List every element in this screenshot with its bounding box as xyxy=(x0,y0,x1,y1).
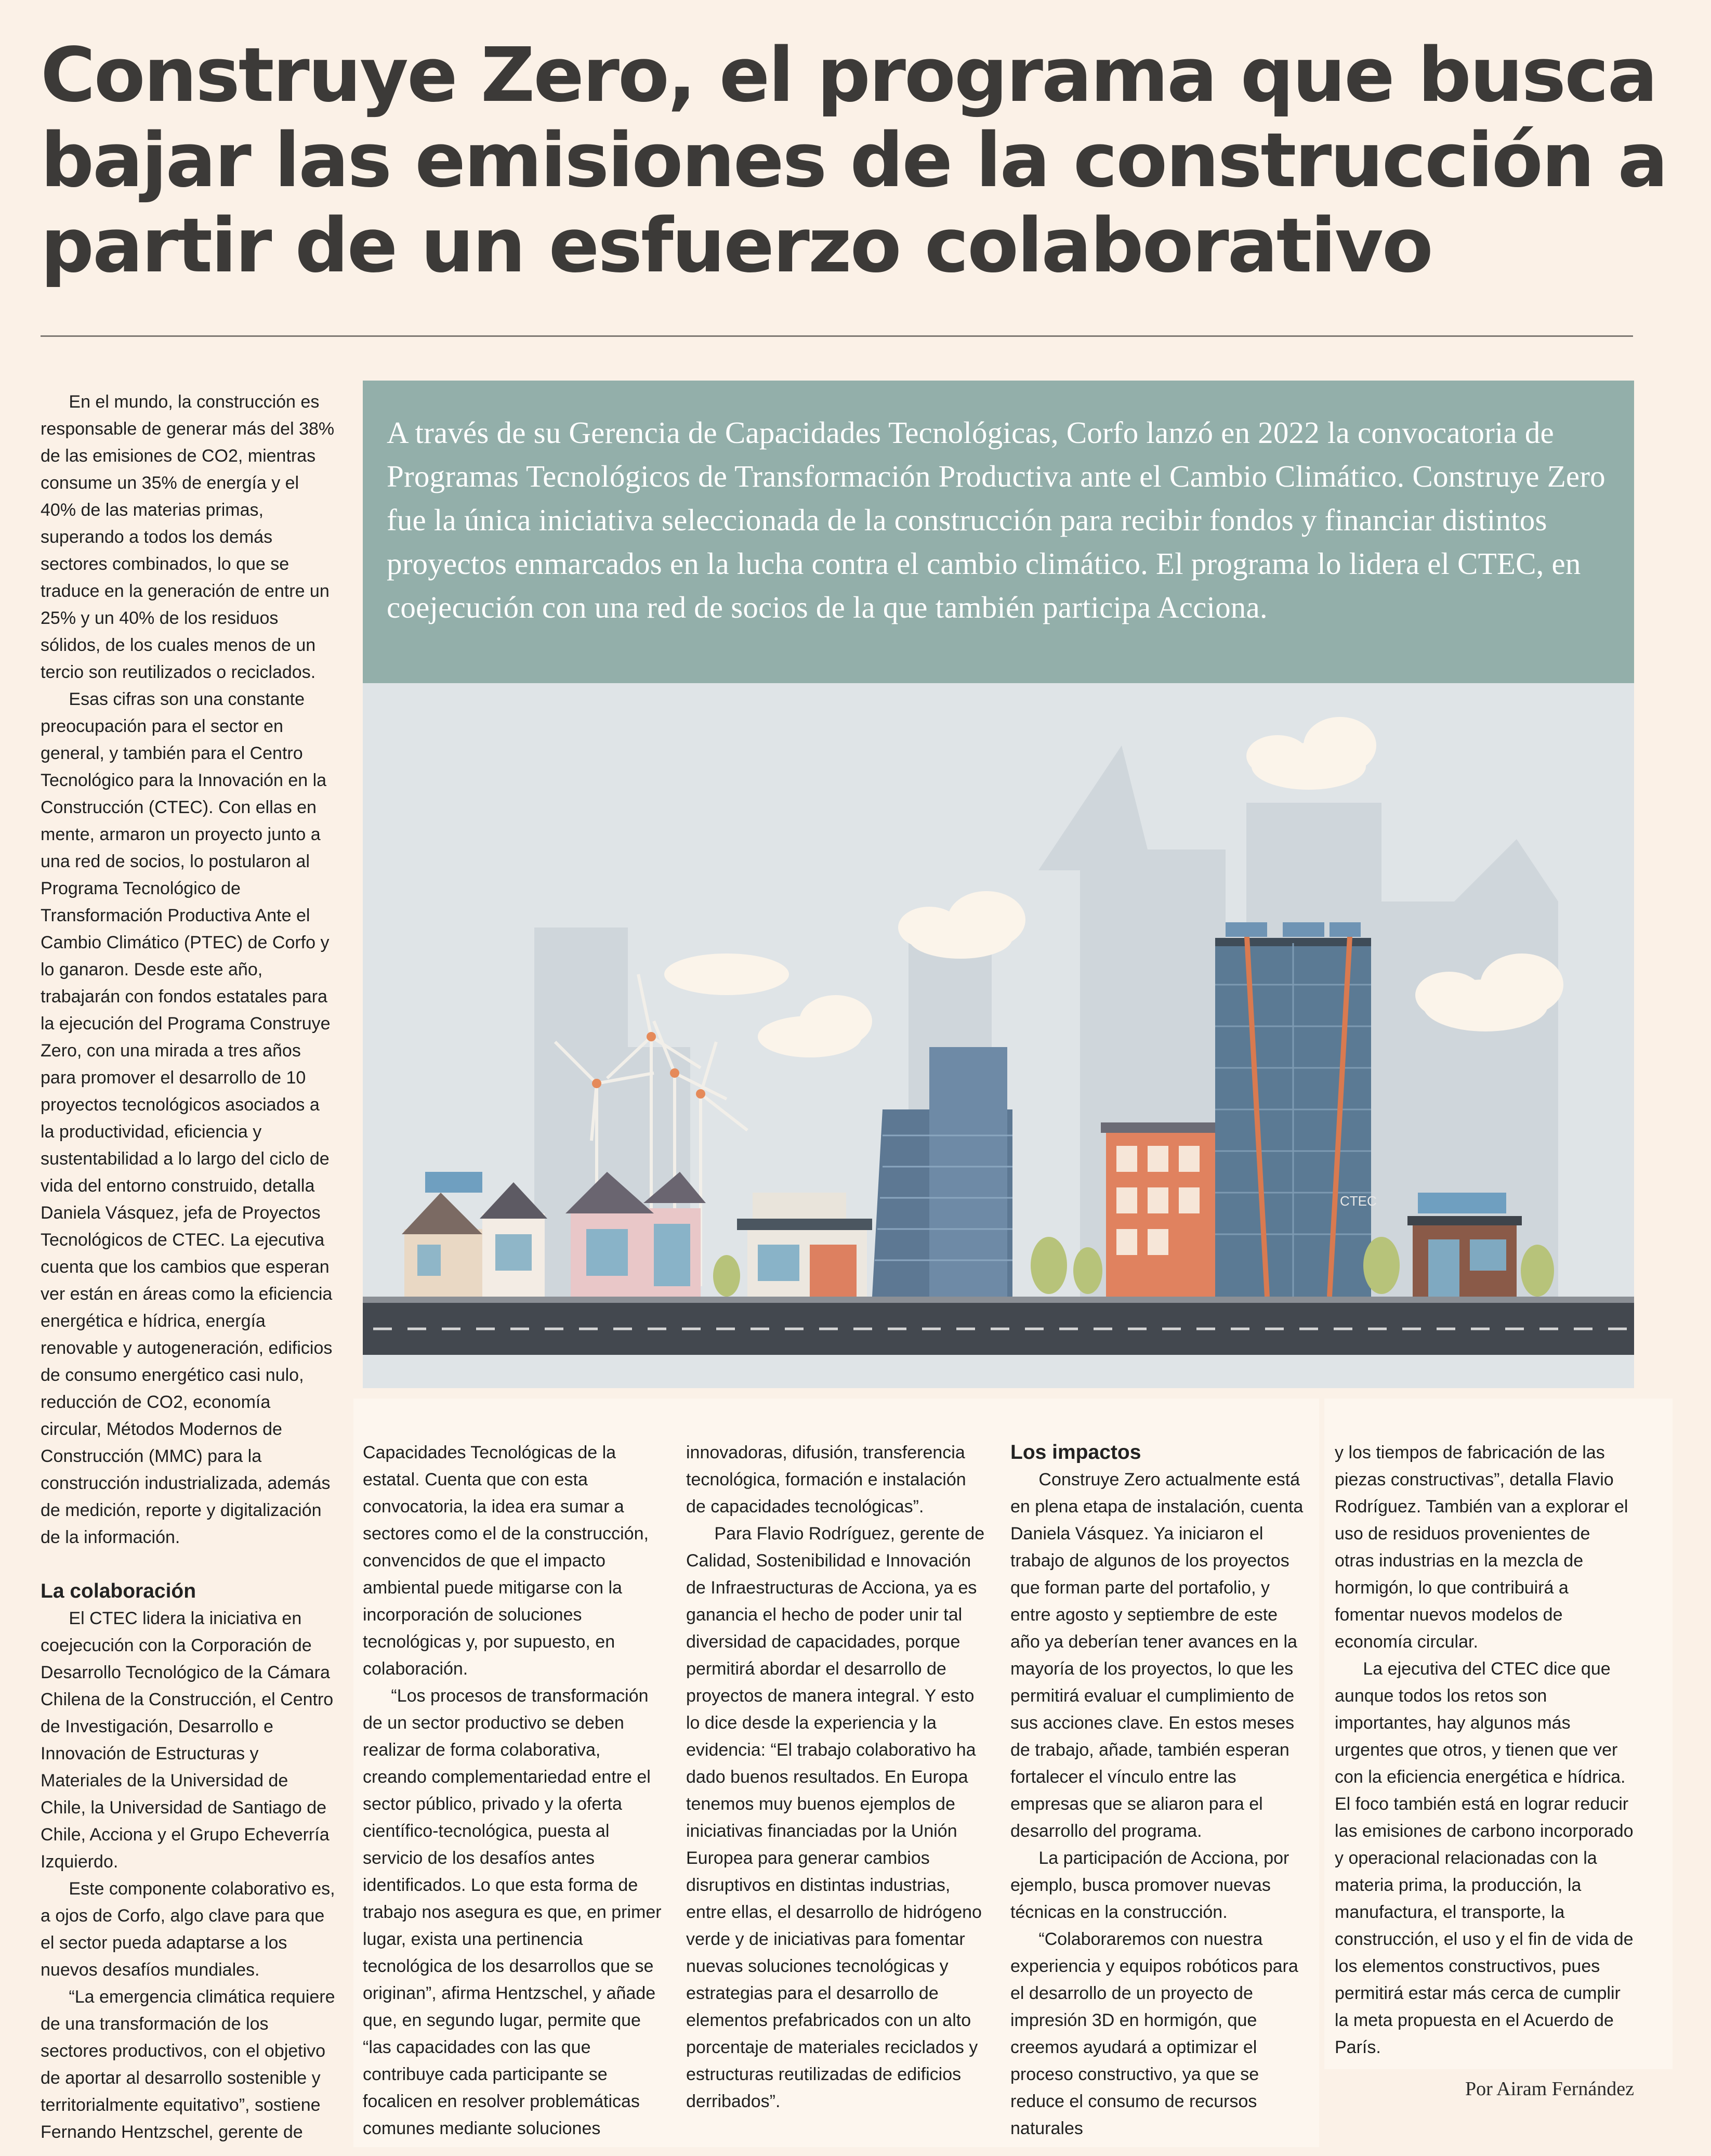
paragraph: “Colaboraremos con nuestra experiencia y equipos robóticos para el desarrollo de un proyecto de impresión 3D en hormigón, que creemos ayudará a optimizar el proceso constructivo, ya que se reduce el consumo de recursos naturales xyxy=(1010,1929,1298,2138)
paragraph: El CTEC lidera la iniciativa en coejecución con la Corporación de Desarrollo Tecnológico de la Cámara Chilena de la Construcción, el Centro de Investigación, Desarrollo e Innovación de Estructuras y Materiales de la Universidad de Chile, la Universidad de Santiago de Chile, Acciona y el Grupo Echeverría Izquierdo. xyxy=(41,1609,334,1872)
paragraph: La participación de Acciona, por ejemplo, busca promover nuevas técnicas en la construcción. xyxy=(1010,1848,1289,1922)
intro-box xyxy=(363,381,1634,683)
paragraph: Este componente colaborativo es, a ojos de Corfo, algo clave para que el sector pueda adaptarse a los nuevos desafíos mundiales. xyxy=(41,1879,335,1980)
paragraph: y los tiempos de fabricación de las piezas constructivas”, detalla Flavio Rodríguez. También van a explorar el uso de residuos provenientes de otras industrias en la mezcla de hormigón, lo que contribuirá a fomentar nuevos modelos de economía circular. xyxy=(1335,1443,1628,1652)
paragraph: Esas cifras son una constante preocupación para el sector en general, y también para el Centro Tecnológico para la Innovación en la Construcción (CTEC). Con ellas en mente, armaron un proyecto junto a una red de socios, lo postularon al Programa Tecnológico de Transformación Productiva Ante el Cambio Climático (PTEC) de Corfo y lo ganaron. Desde este año, trabajarán con fondos estatales para la ejecución del Programa Construye Zero, con una mirada a tres años para promover el desarrollo de 10 proyectos tecnológicos asociados a la productividad, eficiencia y sustentabilidad a lo largo del ciclo de vida del entorno construido, detalla Daniela Vásquez, jefa de Proyectos Tecnológicos de CTEC. La ejecutiva cuenta que los cambios que esperan ver están en áreas como la eficiencia energética e hídrica, energía renovable y autogeneración, edificios de consumo energético casi nulo, reducción de CO2, economía circular, Métodos Modernos de Construcción (MMC) para la construcción industrializada, además de medición, reporte y digitalización de la información. xyxy=(41,689,333,1547)
paragraph: “Los procesos de transformación de un sector productivo se deben realizar de forma colaborativa, creando complementariedad entre el sector público, privado y la oferta científico-tecnológica, puesta al servicio de los desafíos antes identificados. Lo que esta forma de trabajo nos asegura es que, en primer lugar, exista una pertinencia tecnológica de los desarrollos que se originan”, afirma Hentzschel, y añade que, en segundo lugar, permite que “las capacidades con las que contribuye cada participante se focalicen en resolver problemáticas comunes mediante soluciones xyxy=(363,1686,662,2138)
paragraph: “La emergencia climática requiere de una transformación de los sectores productivos, con el objetivo de aportar al desarrollo sostenible y territorialmente equitativo”, sostiene Fernando Hentzschel, gerente de xyxy=(41,1987,335,2142)
subheading-impactos: Los impactos xyxy=(1010,1441,1141,1464)
column-2 xyxy=(363,1439,664,2142)
paragraph: Capacidades Tecnológicas de la estatal. Cuenta que con esta convocatoria, la idea era sumar a sectores como el de la construcción, convencidos de que el impacto ambiental puede mitigarse con la incorporación de soluciones tecnológicas y, por supuesto, en colaboración. xyxy=(363,1443,649,1679)
byline: Por Airam Fernández xyxy=(1465,2078,1634,2100)
column-5 xyxy=(1335,1439,1634,2061)
paragraph: innovadoras, difusión, transferencia tecnológica, formación e instalación de capacidades tecnológicas”. xyxy=(686,1443,966,1517)
glass-tower-tall xyxy=(1215,922,1371,1297)
column-4 xyxy=(1010,1439,1310,2142)
building-orange xyxy=(1101,1122,1220,1297)
building-sign: CTEC xyxy=(1340,1193,1377,1209)
intro-text: A través de su Gerencia de Capacidades Tecnológicas, Corfo lanzó en 2022 la convocatoria de Programas Tecnológicos de Transformación Productiva ante el Cambio Climático. Construye Zero fue la única iniciativa seleccionada de la construcción para recibir fondos y financiar distintos proyectos enmarcados en la lucha contra el cambio climático. El programa lo lidera el CTEC, en coejecución con una red de socios de la que también participa Acciona. xyxy=(387,415,1605,624)
house-dark xyxy=(1407,1193,1522,1297)
subheading-colaboracion: La colaboración xyxy=(41,1580,196,1602)
city-illustration-graphic xyxy=(363,683,1634,1388)
paragraph: La ejecutiva del CTEC dice que aunque todos los retos son importantes, hay algunos más urgentes que otros, y tienen que ver con la eficiencia energética e hídrica. El foco también está en lograr reducir las emisiones de carbono incorporado y operacional relacionadas con la materia prima, la producción, la manufactura, el transporte, la construcción, el uso y el fin de vida de los elementos constructivos, pues permitirá estar más cerca de cumplir la meta propuesta en el Acuerdo de París. xyxy=(1335,1659,1634,2057)
city-illustration xyxy=(363,683,1634,1388)
headline-rule xyxy=(41,335,1633,337)
headline: Construye Zero, el programa que busca bajar las emisiones de la construcción a partir de un esfuerzo colaborativo xyxy=(41,31,1667,289)
column-3 xyxy=(686,1439,985,2115)
sidewalk xyxy=(363,1297,1634,1303)
paragraph: Para Flavio Rodríguez, gerente de Calidad, Sostenibilidad e Innovación de Infraestructuras de Acciona, ya es ganancia el hecho de poder unir tal diversidad de capacidades, porque permitirá abordar el desarrollo de proyectos de manera integral. Y esto lo dice desde la experiencia y la evidencia: “El trabajo colaborativo ha dado buenos resultados. En Europa tenemos muy buenos ejemplos de iniciativas financiadas por la Unión Europea para generar cambios disruptivos en distintas industrias, entre ellas, el desarrollo de hidrógeno verde y de iniciativas para fomentar nuevas soluciones tecnológicas y estrategias para el desarrollo de elementos prefabricados con un alto porcentaje de materiales reciclados y estructuras reutilizadas de edificios derribados”. xyxy=(686,1524,985,2111)
column-1 xyxy=(41,388,336,2146)
paragraph: Construye Zero actualmente está en plena etapa de instalación, cuenta Daniela Vásquez. Ya iniciaron el trabajo de algunos de los proyectos que forman parte del portafolio, y entre agosto y septiembre de este año ya deberían tener avances en la mayoría de los proyectos, lo que les permitirá evaluar el cumplimiento de sus acciones clave. En estos meses de trabajo, añade, también esperan fortalecer el vínculo entre las empresas que se aliaron para el desarrollo del programa. xyxy=(1010,1470,1304,1841)
paragraph: En el mundo, la construcción es responsable de generar más del 38% de las emisiones de CO2, mientras consume un 35% de energía y el 40% de las materias primas, superando a todos los demás sectores combinados, lo que se traduce en la generación de entre un 25% y un 40% de los residuos sólidos, de los cuales menos de un tercio son reutilizados o reciclados. xyxy=(41,392,335,682)
